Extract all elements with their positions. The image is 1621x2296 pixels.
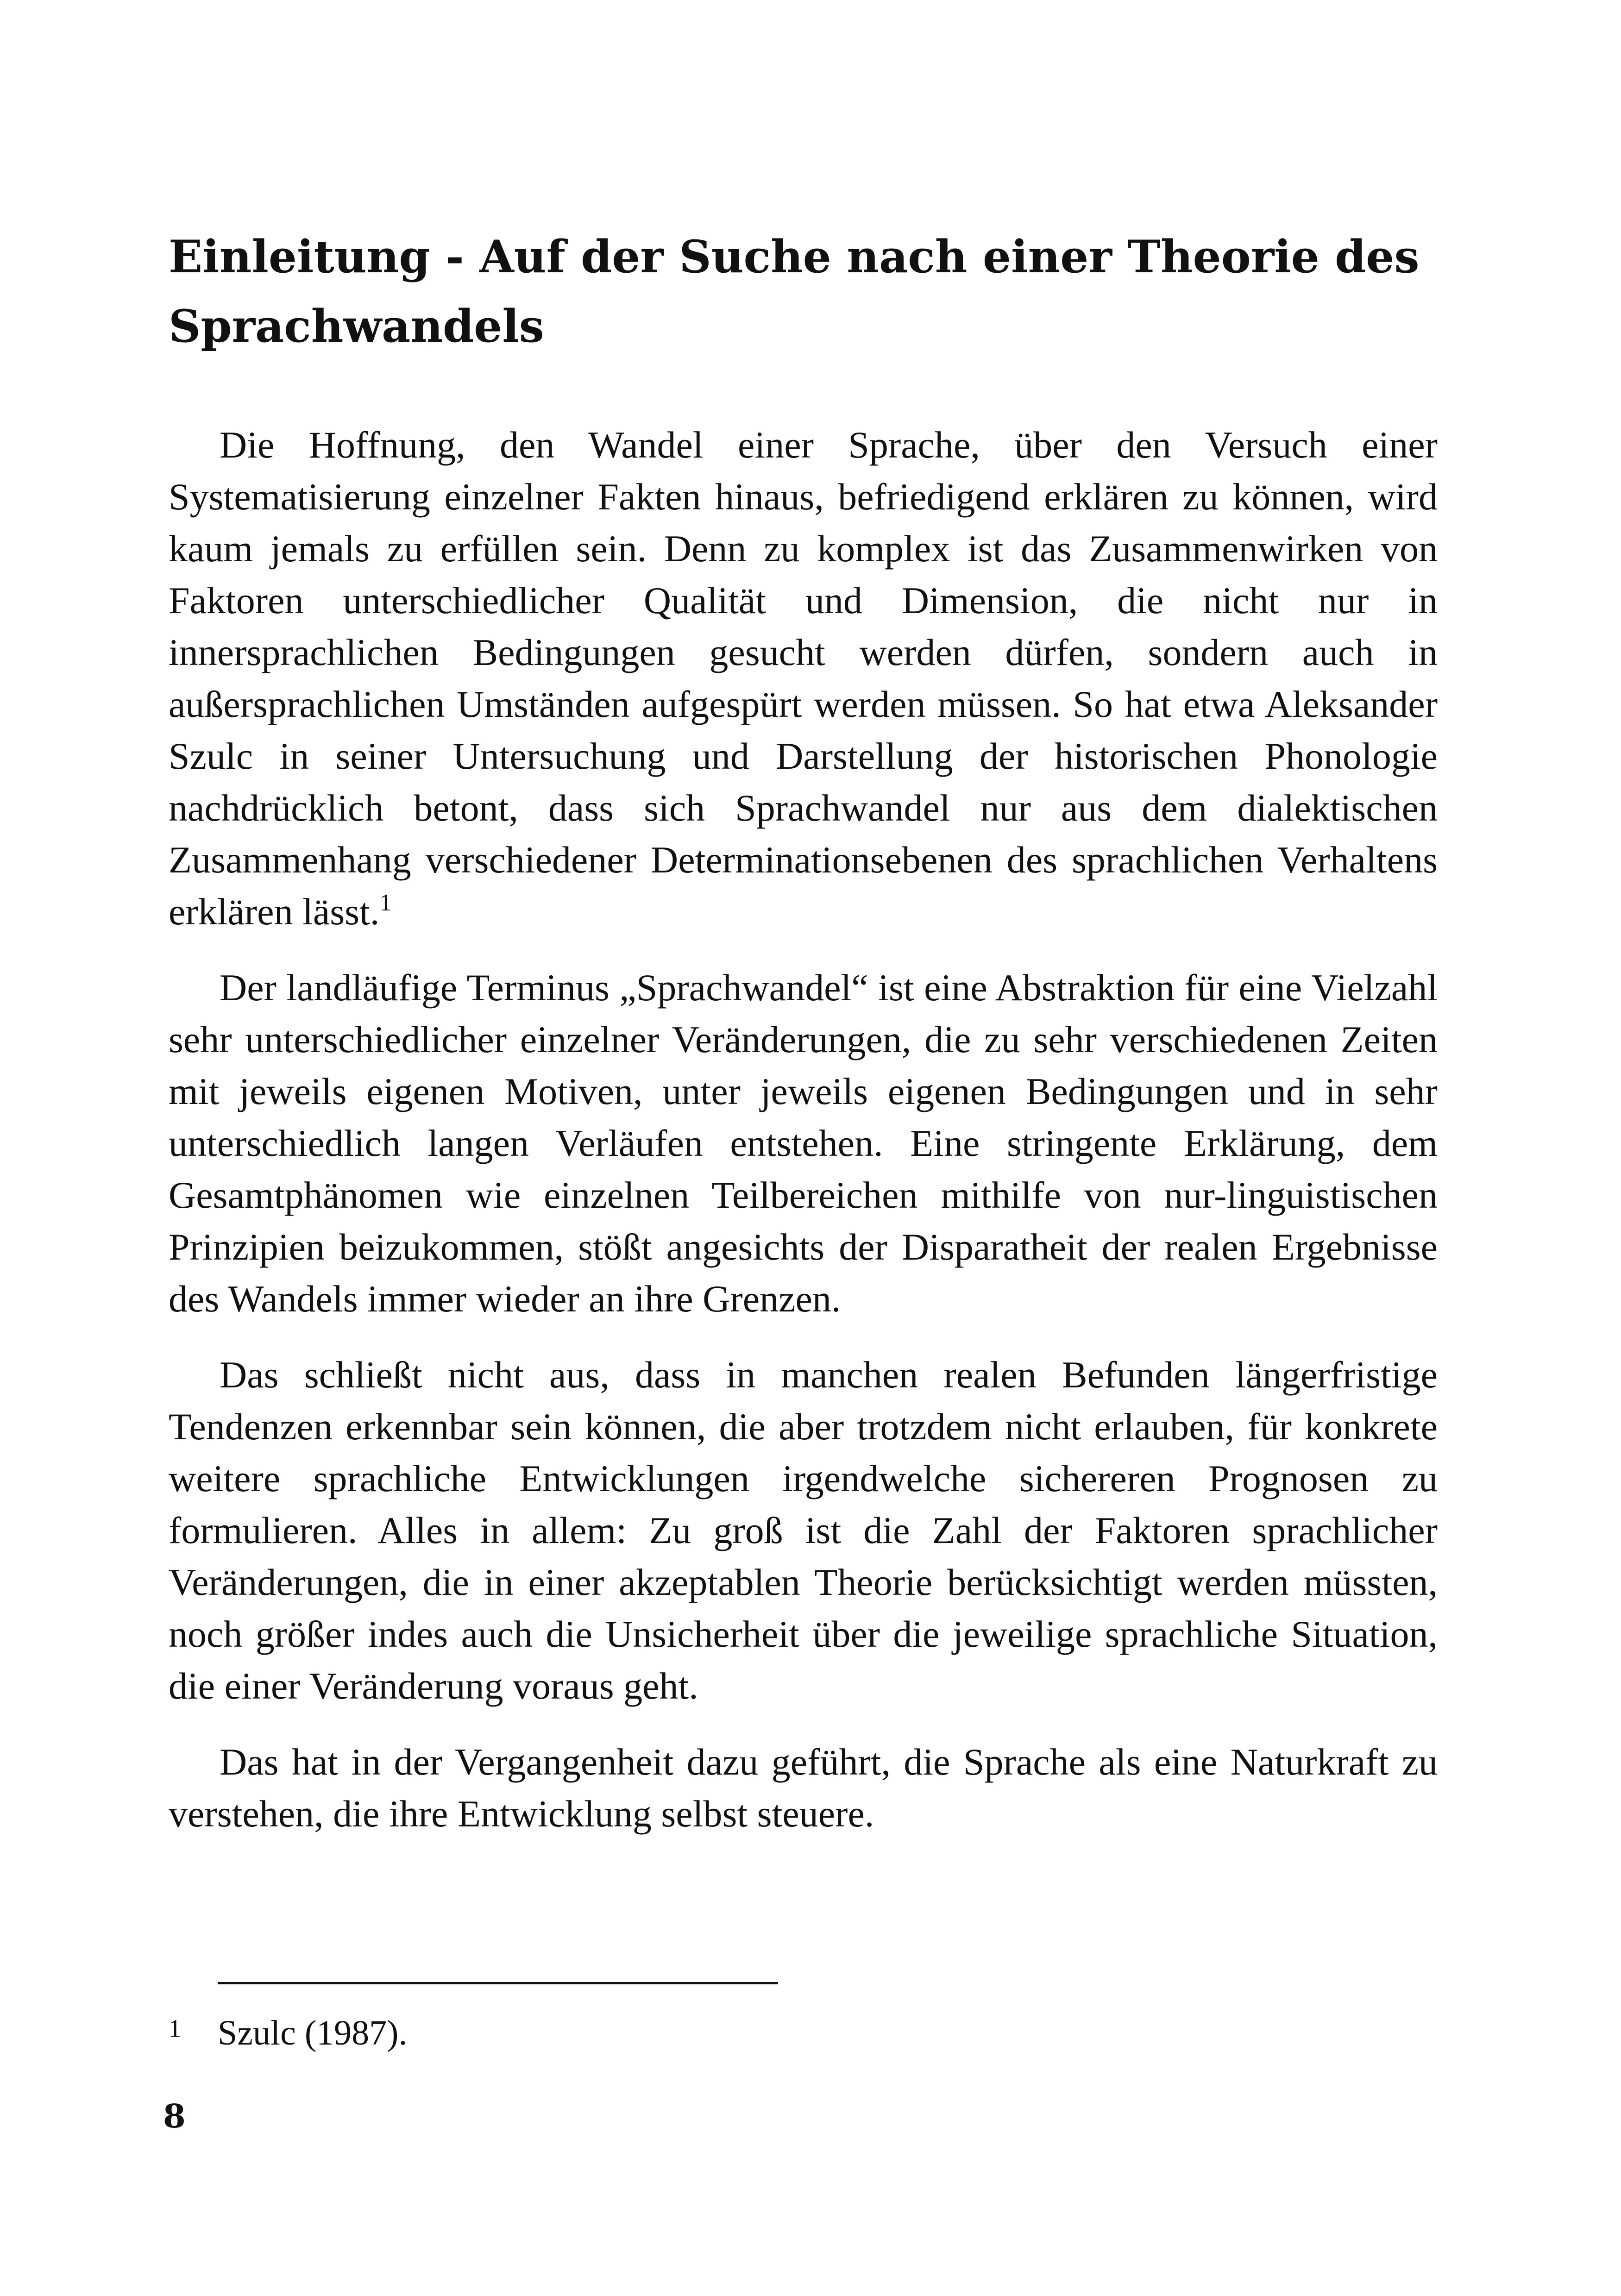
paragraph-1: [169, 419, 1438, 938]
footnote-separator: [218, 1982, 778, 1984]
page-number: 8: [163, 2097, 186, 2135]
paragraph-1-text: Die Hoffnung, den Wandel einer Sprache, über den Versuch einer Systematisierung einzelner Fakten hinaus, befriedigend erklären zu können, wird kaum jemals zu erfüllen sein. Denn zu komplex ist das Zusammenwirken von Faktoren unterschiedlicher Qualität und Dimension, die nicht nur in innersprachlichen Bedingungen gesucht werden dürfen, sondern auch in außersprachlichen Umständen aufgespürt werden müssen. So hat etwa Aleksander Szulc in seiner Untersuchung und Darstellung der historischen Phonologie nachdrücklich betont, dass sich Sprachwandel nur aus dem dialektischen Zusammenhang verschiedener Determinationsebenen des sprachlichen Verhaltens erklären lässt.: [169, 424, 1438, 933]
chapter-heading: Einleitung - Auf der Suche nach einer Theorie des Sprachwandels: [169, 231, 1420, 352]
paragraph-3: Das schließt nicht aus, dass in manchen realen Befunden längerfristige Tendenzen erkennbar sein können, die aber trotzdem nicht erlauben, für konkrete weitere sprachliche Entwicklungen irgendwelche sichereren Prognosen zu formulieren. Alles in allem: Zu groß ist die Zahl der Faktoren sprachlicher Veränderungen, die in einer akzeptablen Theorie berücksichtigt werden müssten, noch größer indes auch die Unsicherheit über die jeweilige sprachliche Situation, die einer Veränderung voraus geht.: [169, 1354, 1438, 1707]
paragraph-4: Das hat in der Vergangenheit dazu geführt, die Sprache als eine Naturkraft zu verstehen, die ihre Entwicklung selbst steuere.: [169, 1741, 1438, 1835]
footnote-reference[interactable]: 1: [379, 890, 392, 916]
footnote-marker: 1: [169, 2014, 181, 2042]
footnote-text: Szulc (1987).: [218, 2014, 408, 2052]
paragraph-2: Der landläufige Terminus „Sprachwandel“ ist eine Abstraktion für eine Vielzahl sehr unterschiedlicher einzelner Veränderungen, die zu sehr verschiedenen Zeiten mit jeweils eigenen Motiven, unter jeweils eigenen Bedingungen und in sehr unterschiedlich langen Verläufen entstehen. Eine stringente Erklärung, dem Gesamtphänomen wie einzelnen Teilbereichen mithilfe von nur-linguistischen Prinzipien beizukommen, stößt angesichts der Disparatheit der realen Ergebnisse des Wandels immer wieder an ihre Grenzen.: [169, 966, 1438, 1320]
body-text: [169, 419, 1438, 1840]
